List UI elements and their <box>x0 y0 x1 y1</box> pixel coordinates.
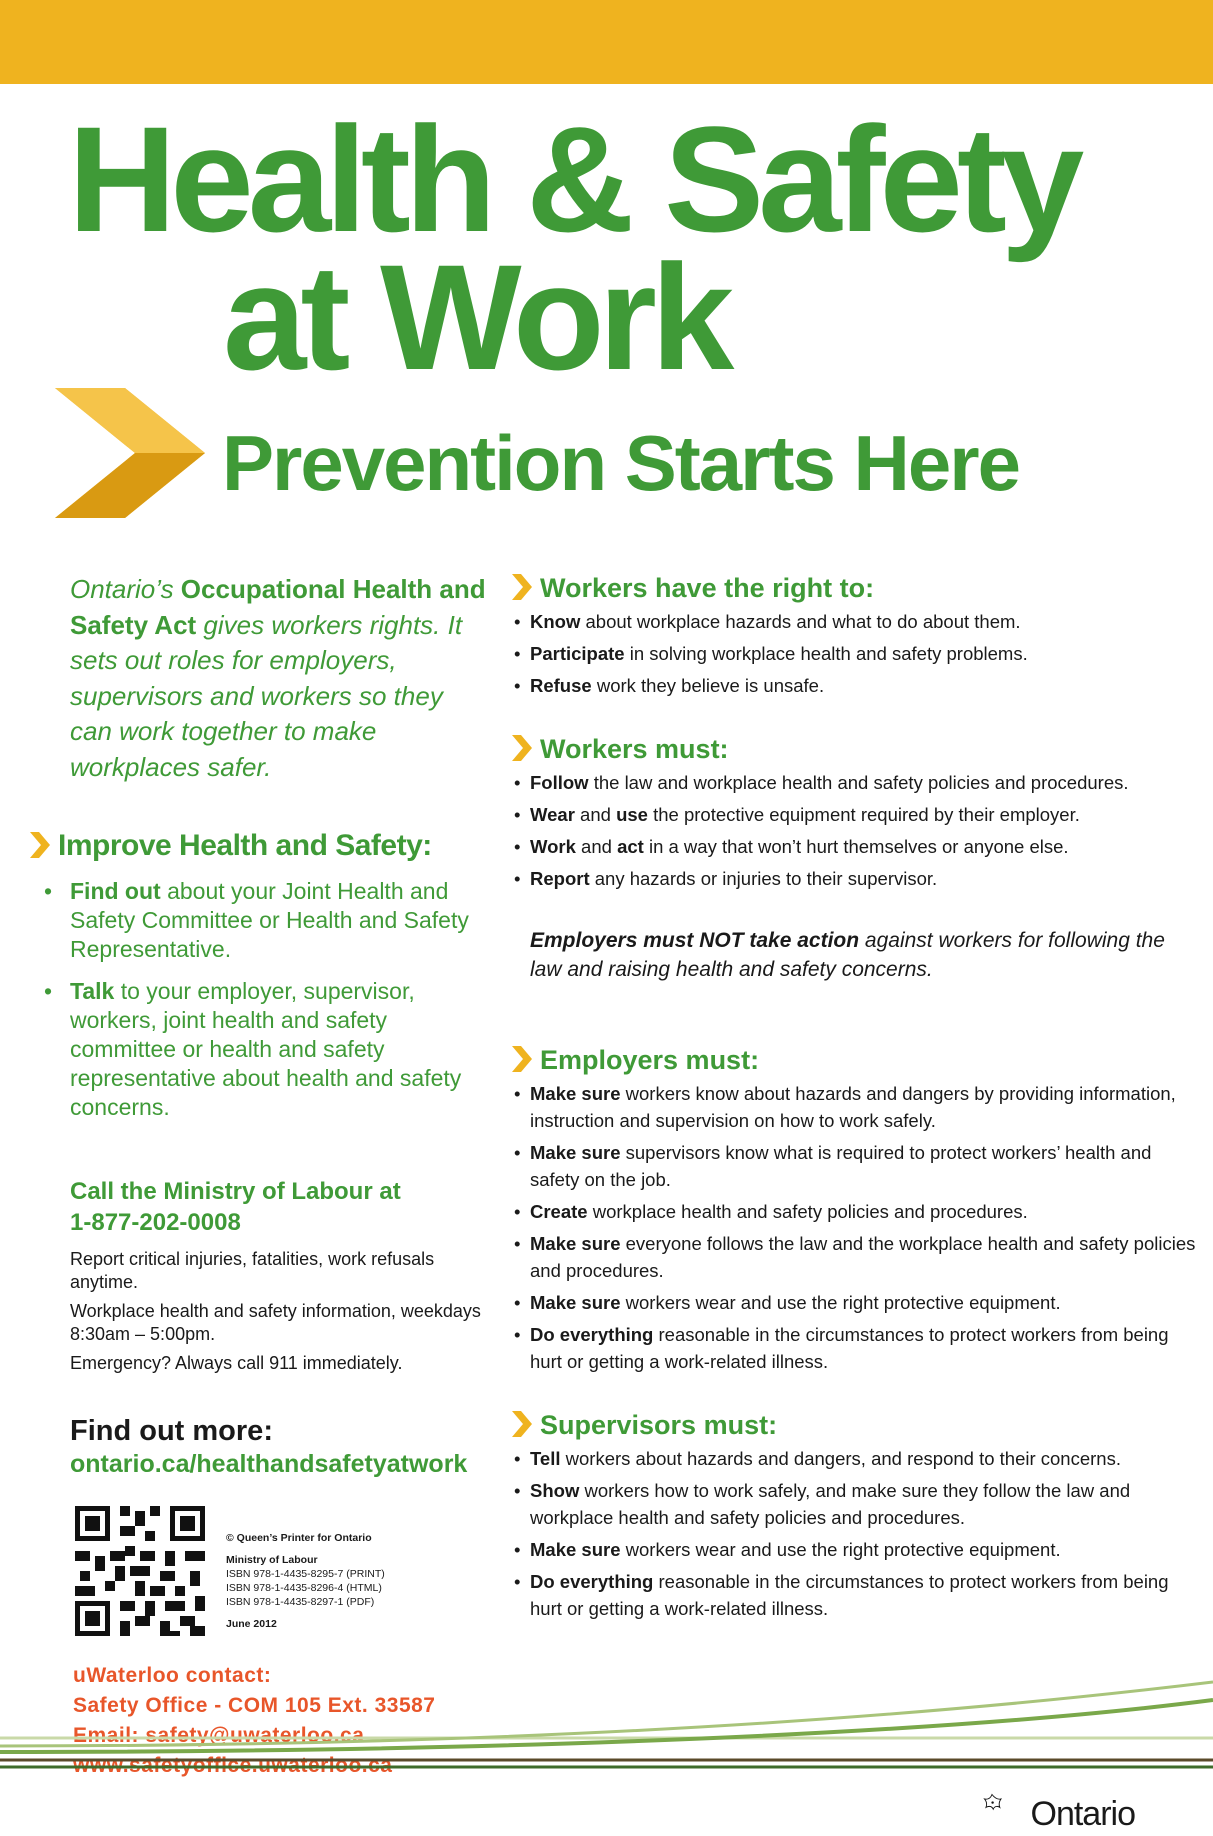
supervisors-section <box>512 1409 1202 1622</box>
chevron-icon <box>512 1411 532 1437</box>
list-item: • Make sure supervisors know what is required to protect workers’ health and safety on the job. <box>512 1139 1202 1193</box>
chevron-icon <box>512 735 532 761</box>
workers-section <box>512 733 1202 892</box>
rights-heading: Workers have the right to: <box>512 572 1202 604</box>
ministry-info-1: Report critical injuries, fatalities, work refusals anytime. <box>70 1249 435 1292</box>
publication-text: © Queen’s Printer for Ontario Ministry of Labour ISBN 978-1-4435-8295-7 (PRINT) ISBN 978-1-4435-8296-4 (HTML) ISBN 978-1-4435-8297-1 (PDF) June 2012 <box>226 1532 385 1630</box>
title-line-1: Health & Safety <box>68 95 1079 263</box>
list-item: • Make sure workers wear and use the right protective equipment. <box>512 1536 1202 1563</box>
email-link[interactable]: Email: safety@uwaterloo.ca <box>73 1724 365 1747</box>
ministry-info-3: Emergency? Always call 911 immediately. <box>70 1353 403 1373</box>
qr-code-icon[interactable] <box>70 1501 210 1641</box>
list-item: • Follow the law and workplace health and safety policies and procedures. <box>512 769 1202 796</box>
intro-paragraph: Ontario’s Occupational Health and Safety Act gives workers rights. It sets out roles for employers, supervisors and workers so they can work together to make workplaces safer. <box>70 574 486 782</box>
list-item: • Do everything reasonable in the circumstances to protect workers from being hurt or getting a work-related illness. <box>512 1321 1202 1375</box>
safety-office-link[interactable]: www.safetyoffice.uwaterloo.ca <box>73 1754 393 1777</box>
list-item: • Show workers how to work safely, and make sure they follow the law and workplace health and safety policies and procedures. <box>512 1477 1202 1531</box>
employers-list <box>512 1080 1202 1375</box>
uwaterloo-contact: uWaterloo contact: Safety Office - COM 105 Ext. 33587 Email: safety@uwaterloo.ca www.safetyoffice.uwaterloo.ca <box>73 1661 490 1781</box>
ministry-call: Call the Ministry of Labour at 1-877-202-0008 <box>70 1176 490 1238</box>
top-banner <box>0 0 1213 84</box>
supervisors-list <box>512 1445 1202 1622</box>
page-title <box>68 95 1079 401</box>
list-item: • Talk to your employer, supervisor, workers, joint health and safety committee or health and safety representative about health and safety concerns. <box>44 977 490 1122</box>
employer-notice: Employers must NOT take action against workers for following the law and raising health and safety concerns. <box>530 929 1165 981</box>
website-link[interactable]: ontario.ca/healthandsafetyatwork <box>70 1450 468 1478</box>
workers-heading: Workers must: <box>512 733 1202 765</box>
list-item: • Make sure workers know about hazards and dangers by providing information, instruction and supervision on how to work safely. <box>512 1080 1202 1134</box>
list-item: • Create workplace health and safety policies and procedures. <box>512 1198 1202 1225</box>
rights-list <box>512 608 1202 699</box>
ministry-info-2: Workplace health and safety information, weekdays 8:30am – 5:00pm. <box>70 1301 481 1344</box>
list-item: • Work and act in a way that won’t hurt themselves or anyone else. <box>512 833 1202 860</box>
workers-list <box>512 769 1202 892</box>
list-item: • Know about workplace hazards and what to do about them. <box>512 608 1202 635</box>
right-column <box>512 572 1202 1656</box>
title-line-2: at Work <box>223 233 729 401</box>
rights-section <box>512 572 1202 699</box>
list-item: • Make sure everyone follows the law and the workplace health and safety policies and procedures. <box>512 1230 1202 1284</box>
list-item: • Report any hazards or injuries to their supervisor. <box>512 865 1202 892</box>
list-item: • Wear and use the protective equipment required by their employer. <box>512 801 1202 828</box>
supervisors-heading: Supervisors must: <box>512 1409 1202 1441</box>
publication-info <box>70 1501 490 1651</box>
improve-heading: Improve Health and Safety: <box>30 829 490 863</box>
improve-list <box>44 877 490 1122</box>
employers-heading: Employers must: <box>512 1044 1202 1076</box>
chevron-icon <box>512 1046 532 1072</box>
ministry-phone: 1-877-202-0008 <box>70 1209 241 1236</box>
chevron-icon <box>512 574 532 600</box>
employers-section <box>512 1044 1202 1375</box>
left-column <box>30 572 490 1781</box>
chevron-arrow-icon <box>55 388 205 518</box>
list-item: • Tell workers about hazards and dangers, and respond to their concerns. <box>512 1445 1202 1472</box>
list-item: • Participate in solving workplace health and safety problems. <box>512 640 1202 667</box>
list-item: • Do everything reasonable in the circumstances to protect workers from being hurt or getting a work-related illness. <box>512 1568 1202 1622</box>
list-item: • Refuse work they believe is unsafe. <box>512 672 1202 699</box>
ontario-logo-text: Ontario <box>1030 1795 1135 1833</box>
decorative-swoosh <box>0 1660 1213 1780</box>
chevron-icon <box>30 832 50 858</box>
list-item: • Find out about your Joint Health and Safety Committee or Health and Safety Representative. <box>44 877 490 964</box>
find-out-more: Find out more: ontario.ca/healthandsafetyatwork <box>70 1415 490 1481</box>
list-item: • Make sure workers wear and use the right protective equipment. <box>512 1289 1202 1316</box>
subtitle: Prevention Starts Here <box>222 419 1019 507</box>
